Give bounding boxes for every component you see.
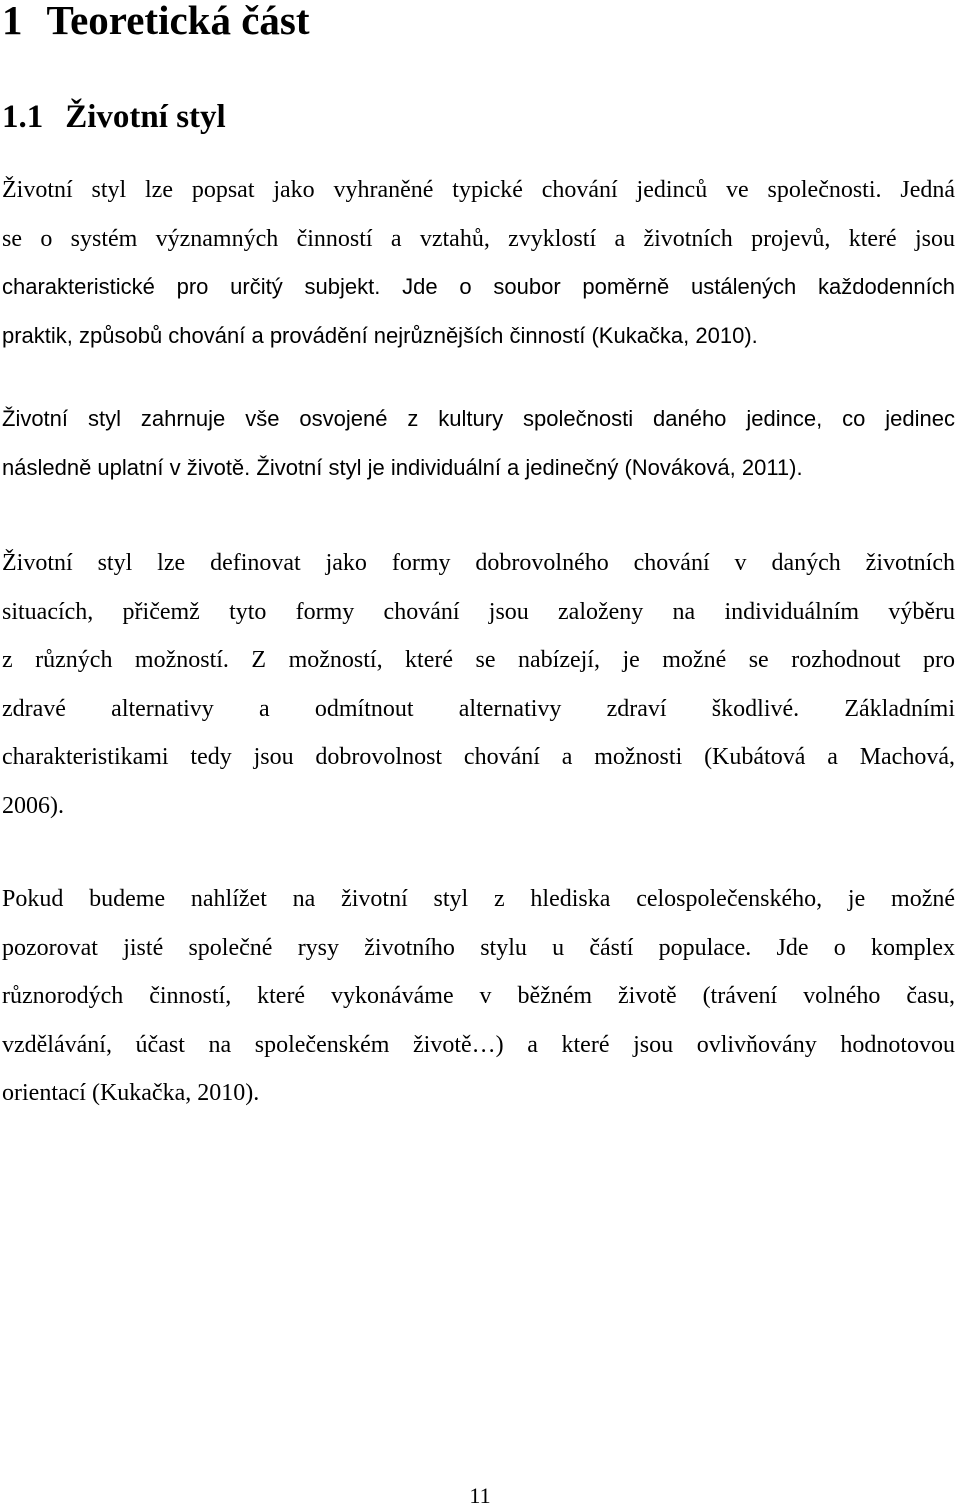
paragraph-line: praktik, způsobů chování a provádění nejrůznějších činností (Kukačka, 2010).: [2, 322, 758, 348]
paragraph-line: situacích, přičemž tyto formy chování jsou založeny na individuálním výběru: [2, 598, 955, 625]
paragraph-line: orientací (Kukačka, 2010).: [2, 1080, 260, 1106]
chapter-heading: [2, 0, 310, 46]
section-title: Životní styl: [65, 99, 226, 135]
paragraph-line: 2006).: [2, 792, 64, 819]
section-number: 1.1: [2, 99, 44, 135]
paragraph-line: následně uplatní v životě. Životní styl je individuální a jedinečný (Nováková, 2011).: [2, 454, 803, 480]
paragraph-line: se o systém významných činností a vztahů, zvyklostí a životních projevů, které jsou: [2, 225, 955, 252]
paragraph-line: charakteristikami tedy jsou dobrovolnost chování a možnosti (Kubátová a Machová,: [2, 744, 955, 770]
paragraph-1: [2, 166, 955, 360]
chapter-title: Teoretická část: [46, 0, 310, 43]
section-heading: [2, 95, 226, 139]
paragraph-line: Životní styl lze definovat jako formy dobrovolného chování v daných životních: [2, 550, 955, 576]
chapter-number: 1: [2, 0, 23, 43]
paragraph-line: vzdělávání, účast na společenském životě…) a které jsou ovlivňovány hodnotovou: [2, 1031, 955, 1058]
paragraph-line: Životní styl zahrnuje vše osvojené z kultury společnosti daného jedince, co jedinec: [2, 406, 955, 431]
page-number: 11: [469, 1483, 491, 1508]
paragraph-line: Pokud budeme nahlížet na životní styl z hlediska celospolečenského, je možné: [2, 886, 955, 912]
paragraph-4: [2, 875, 955, 1118]
paragraph-3: [2, 539, 955, 830]
paragraph-line: z různých možností. Z možností, které se nabízejí, je možné se rozhodnout pro: [2, 647, 955, 673]
paragraph-line: pozorovat jisté společné rysy životního stylu u částí populace. Jde o komplex: [2, 934, 955, 961]
paragraph-line: různorodých činností, které vykonáváme v běžném životě (trávení volného času,: [2, 983, 955, 1009]
paragraph-line: charakteristické pro určitý subjekt. Jde o soubor poměrně ustálených každodenních: [2, 274, 955, 299]
paragraph-2: [2, 395, 955, 492]
paragraph-line: zdravé alternativy a odmítnout alternativy zdraví škodlivé. Základními: [2, 695, 955, 722]
paragraph-line: Životní styl lze popsat jako vyhraněné typické chování jedinců ve společnosti. Jedná: [2, 177, 955, 203]
